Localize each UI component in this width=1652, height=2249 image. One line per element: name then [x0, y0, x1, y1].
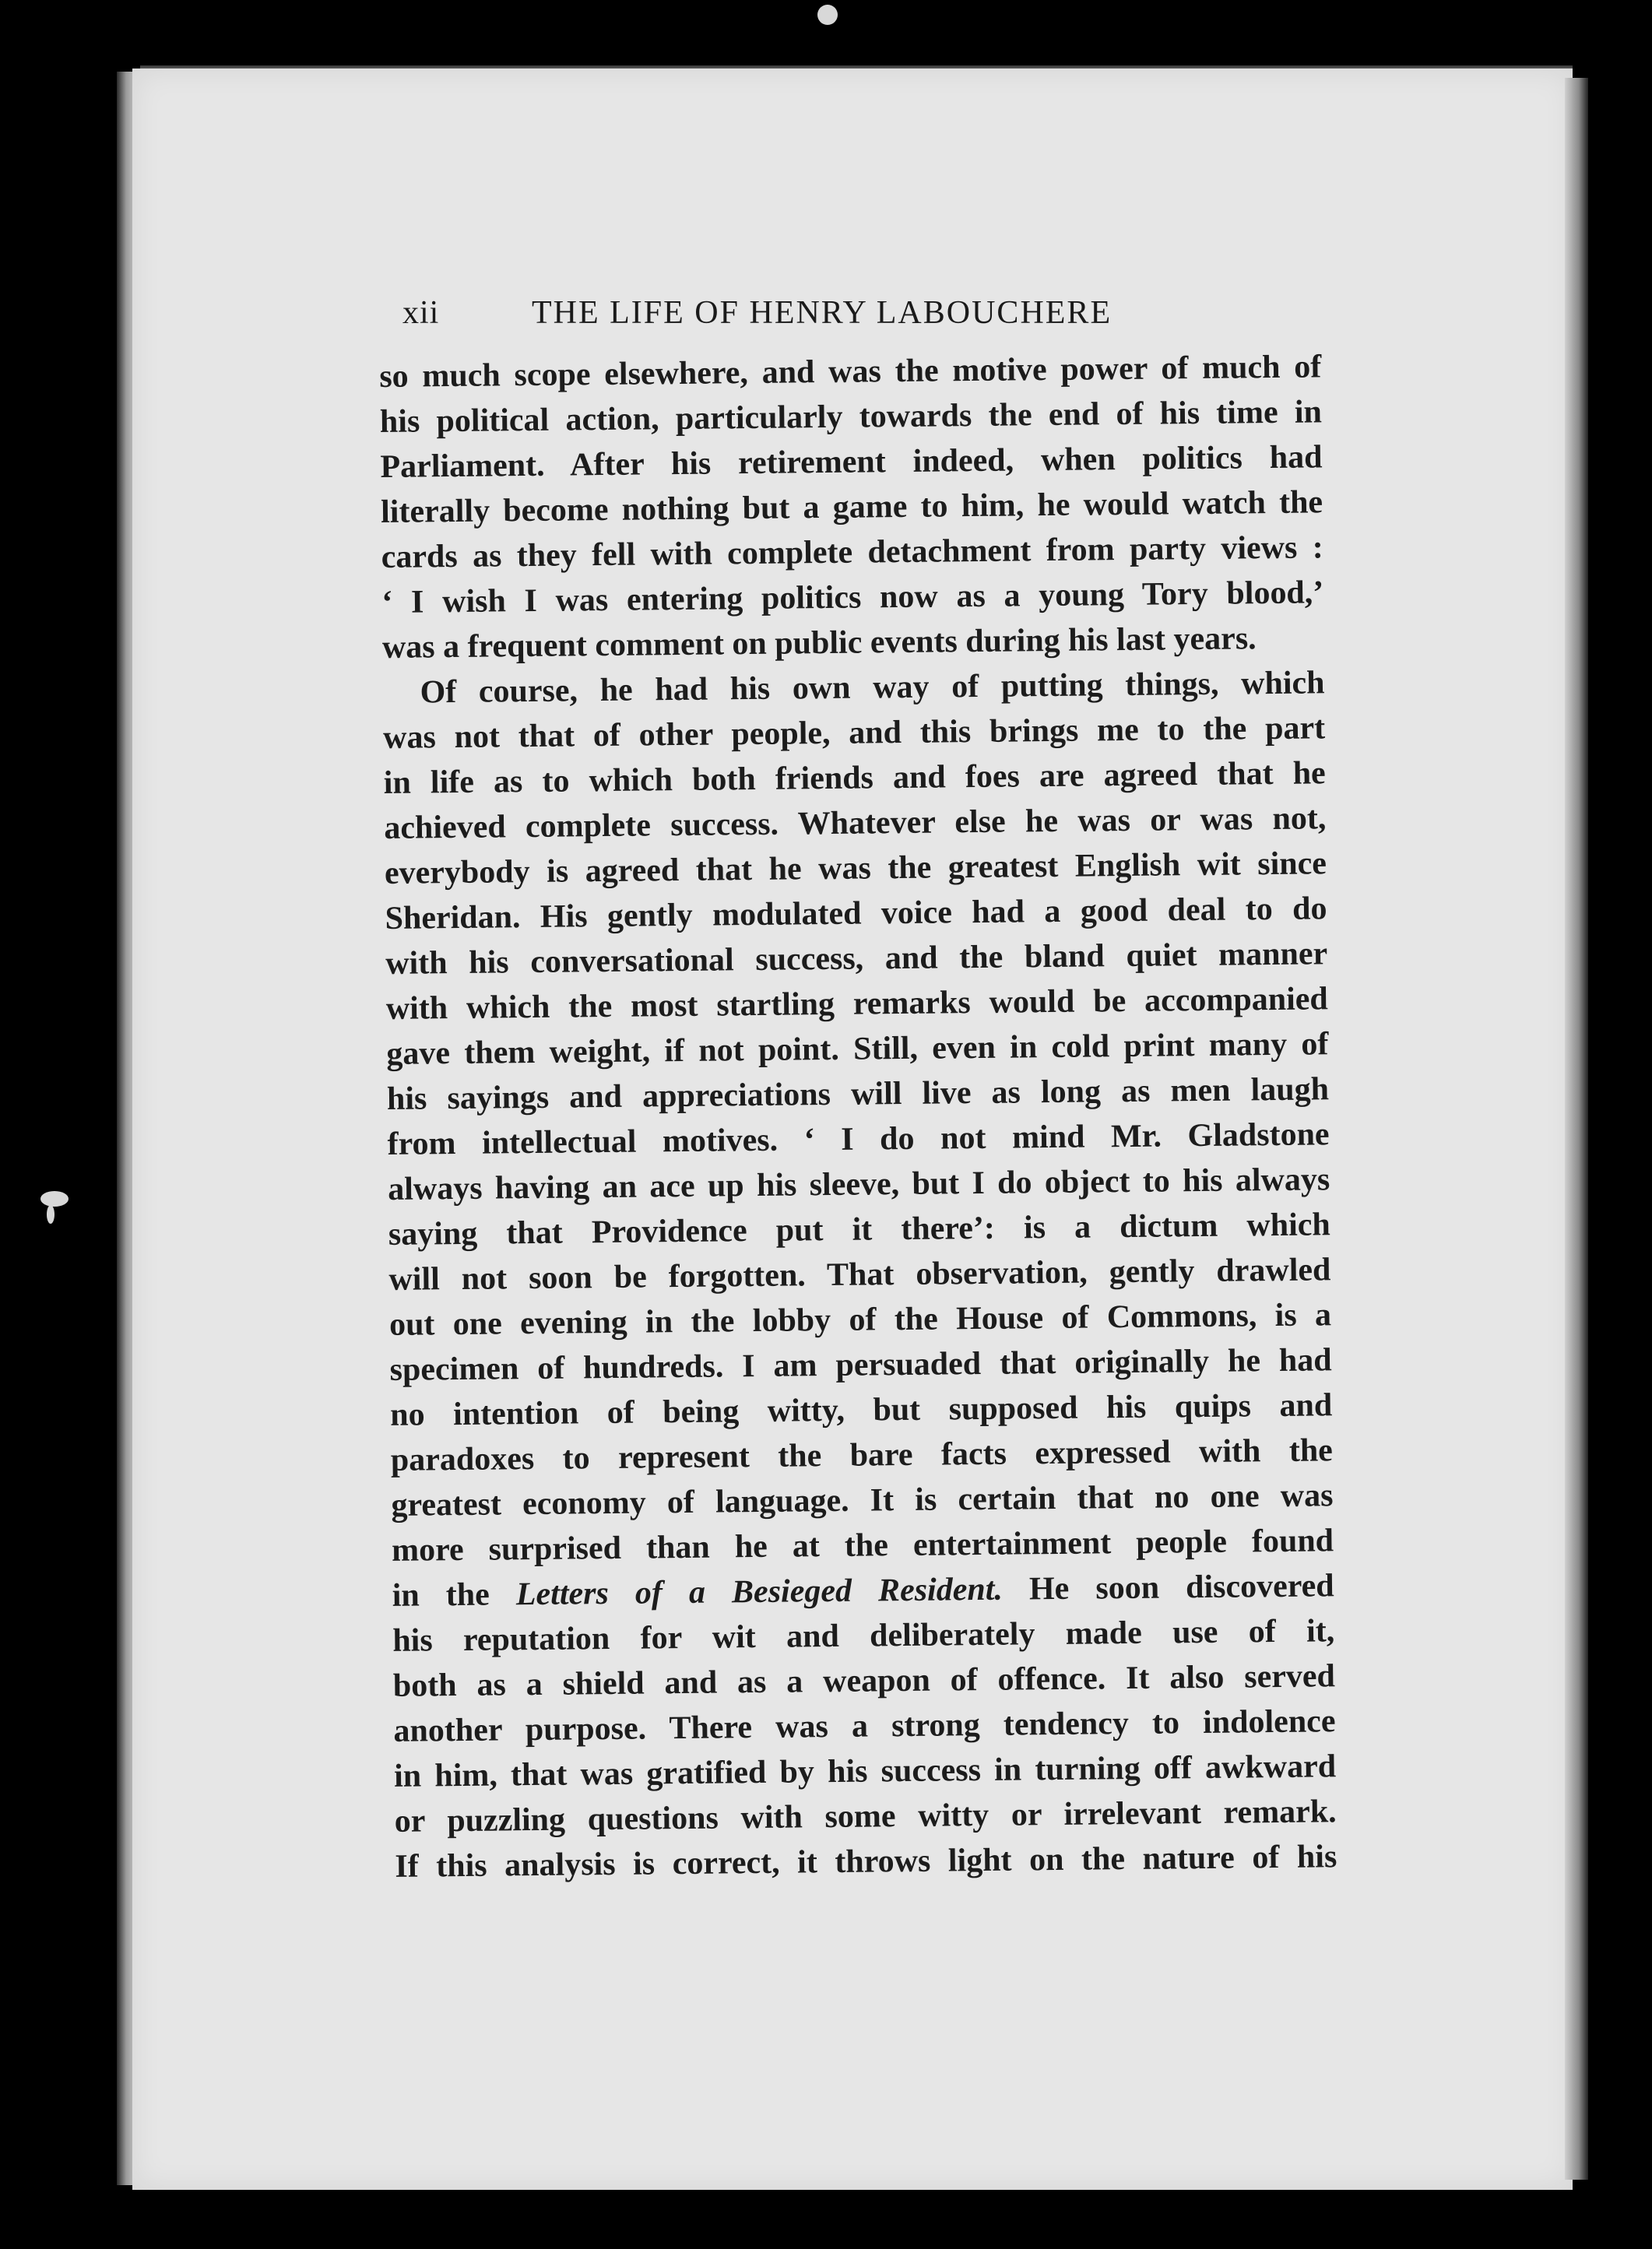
book-title-italic: Letters of a Besieged Resident.	[515, 1571, 1004, 1613]
text-line: more surprised than he at the entertainment people found	[391, 1523, 1334, 1569]
page-number: xii	[402, 295, 440, 331]
text-line: specimen of hundreds. I am persuaded that originally he had	[389, 1342, 1332, 1388]
paragraph	[382, 660, 1337, 1889]
text-line: so much scope elsewhere, and was the motive power of much of	[379, 349, 1322, 395]
running-title: THE LIFE OF HENRY LABOUCHERE	[532, 295, 1112, 331]
text-line: everybody is agreed that he was the greatest English wit since	[384, 845, 1327, 891]
paragraph	[379, 344, 1324, 670]
text-line: Sheridan. His gently modulated voice had a good deal to do	[385, 891, 1327, 936]
text-line: was a frequent comment on public events during his last years.	[381, 620, 1257, 666]
text-line: his sayings and appreciations will live as long as men laugh	[386, 1071, 1330, 1117]
text-line: If this analysis is correct, it throws light on the nature of his	[395, 1839, 1337, 1885]
text-line: both as a shield and as a weapon of offence. It also served	[392, 1658, 1336, 1704]
text-fragment: in the	[392, 1576, 490, 1614]
text-line: was not that of other people, and this brings me to the part	[382, 710, 1326, 756]
scan-speck	[47, 1205, 54, 1224]
scan-speck	[40, 1191, 69, 1207]
page-right-edge	[1565, 78, 1588, 2180]
text-line: greatest economy of language. It is certain that no one was	[391, 1478, 1334, 1523]
text-line: no intention of being witty, but supposed his quips and	[390, 1387, 1333, 1433]
text-line: Of course, he had his own way of putting things, which	[420, 665, 1325, 711]
text-line: paradoxes to represent the bare facts expressed with the	[390, 1432, 1334, 1478]
text-line: will not soon be forgotten. That observation, gently drawled	[388, 1252, 1331, 1298]
text-line: saying that Providence put it there’: is a dictum which	[388, 1207, 1331, 1253]
text-line: with which the most startling remarks would be accompanied	[385, 981, 1328, 1027]
text-line: from intellectual motives. ‘ I do not mind Mr. Gladstone	[387, 1116, 1330, 1162]
text-line: his reputation for wit and deliberately made use of it,	[392, 1613, 1335, 1659]
text-line: in him, that was gratified by his success in turning off awkward	[393, 1748, 1337, 1794]
text-line: his political action, particularly towards the end of his time in	[379, 394, 1323, 440]
text-line: out one evening in the lobby of the House of Commons, is a	[388, 1297, 1332, 1343]
text-line: cards as they fell with complete detachment from party views :	[381, 529, 1323, 575]
text-line: ‘ I wish I was entering politics now as a young Tory blood,’	[381, 575, 1324, 620]
scan-speck	[817, 5, 838, 25]
text-line: another purpose. There was a strong tendency to indolence	[393, 1703, 1336, 1749]
text-line: in life as to which both friends and foes are agreed that he	[383, 755, 1326, 801]
text-line: achieved complete success. Whatever else he was or was not,	[384, 800, 1327, 846]
text-line: with his conversational success, and the bland quiet manner	[385, 936, 1328, 982]
text-line: or puzzling questions with some witty or irrelevant remark.	[394, 1794, 1337, 1840]
text-line: literally become nothing but a game to him, he would watch the	[380, 484, 1323, 530]
text-line: Parliament. After his retirement indeed, when politics had	[380, 439, 1323, 485]
text-line: always having an ace up his sleeve, but I do object to his always	[387, 1161, 1330, 1207]
body-text	[379, 344, 1337, 1889]
text-line: gave them weight, if not point. Still, even in cold print many of	[386, 1026, 1329, 1072]
text-fragment: He soon discovered	[1028, 1568, 1334, 1608]
